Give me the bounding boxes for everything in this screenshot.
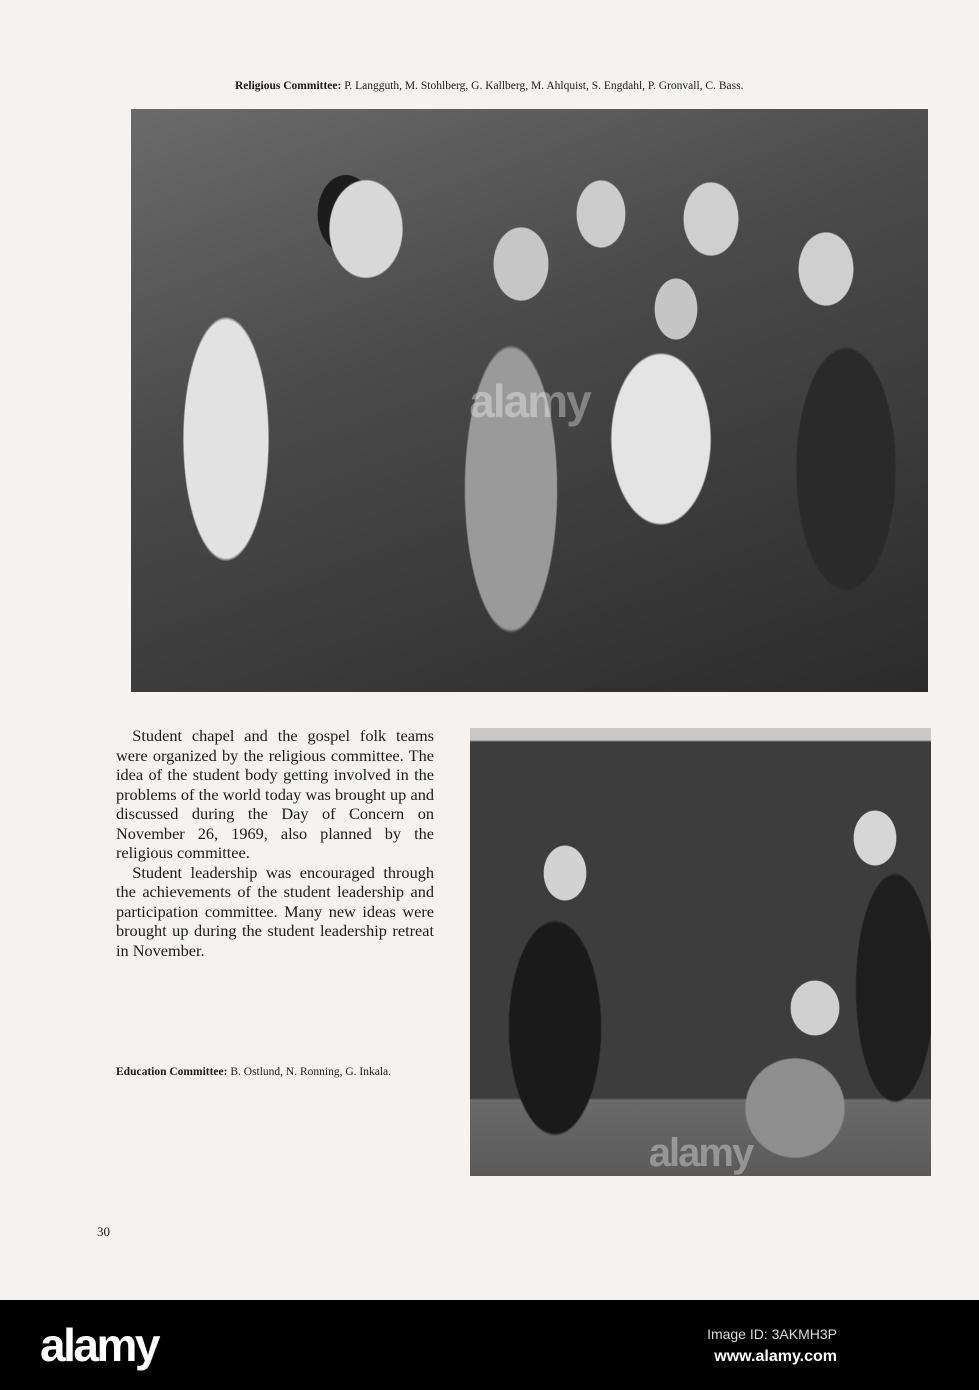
alamy-logo: alamy	[40, 1319, 158, 1371]
religious-committee-photo	[131, 109, 928, 692]
watermark-logo: alamy	[469, 374, 590, 427]
image-id: Image ID: 3AKMH3P	[707, 1326, 837, 1342]
site-url[interactable]: www.alamy.com	[714, 1348, 837, 1365]
caption-label: Education Committee:	[116, 1066, 228, 1078]
education-committee-caption	[116, 1066, 391, 1078]
body-text	[116, 726, 434, 960]
caption-names: P. Langguth, M. Stohlberg, G. Kallberg, M. Ahlquist, S. Engdahl, P. Gronvall, C. Bass.	[344, 80, 744, 92]
paragraph: Student chapel and the gospel folk teams were organized by the religious committee. The idea of the student body getting involved in the problems of the world today was brought up and discussed during the Day of Concern on November 26, 1969, also planned by the religious committee.	[116, 726, 434, 862]
religious-committee-caption	[235, 80, 743, 92]
paragraph: Student leadership was encouraged through the achievements of the student leadership and participation committee. Many new ideas were brought up during the student leadership retreat in November.	[116, 862, 434, 960]
caption-label: Religious Committee:	[235, 80, 342, 92]
watermark-logo: alamy	[648, 1131, 753, 1175]
watermark-footer	[0, 1300, 979, 1390]
caption-names: B. Ostlund, N. Ronning, G. Inkala.	[230, 1066, 392, 1078]
education-committee-photo	[470, 728, 931, 1176]
page-number: 30	[97, 1224, 110, 1239]
